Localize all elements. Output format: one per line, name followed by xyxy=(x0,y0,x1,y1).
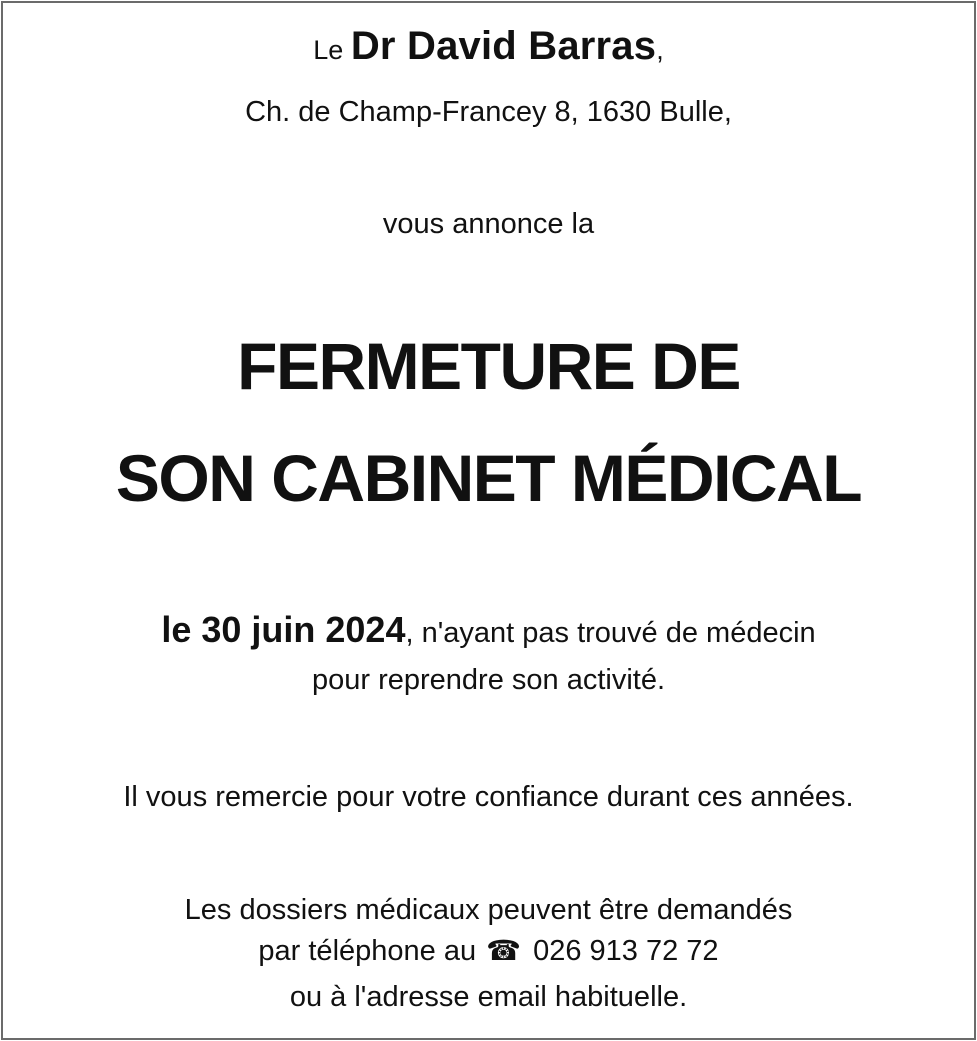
date-line xyxy=(0,606,977,657)
announce-text: vous annonce la xyxy=(382,208,595,240)
doctor-prefix: Le xyxy=(313,35,344,65)
continuation-text: pour reprendre son activité. xyxy=(311,664,666,696)
address: Ch. de Champ-Francey 8, 1630 Bulle, xyxy=(245,96,732,128)
records-email-line: ou à l'adresse email habituelle. xyxy=(289,981,688,1013)
phone-number: 026 913 72 72 xyxy=(533,935,719,967)
records-phone-line xyxy=(0,931,977,971)
doctor-name: Dr David Barras xyxy=(350,24,657,68)
closing-date: le 30 juin 2024 xyxy=(161,609,406,650)
doctor-suffix: , xyxy=(656,35,664,65)
headline-line-1: FERMETURE DE xyxy=(237,329,740,403)
announcement-frame xyxy=(1,1,976,1040)
records-phone-prefix: par téléphone au xyxy=(258,935,477,967)
date-rest: , n'ayant pas trouvé de médecin xyxy=(405,617,816,649)
thanks-text: Il vous remercie pour votre confiance durant ces années. xyxy=(123,781,854,813)
doctor-line xyxy=(0,24,977,72)
records-line-1: Les dossiers médicaux peuvent être demandés xyxy=(184,894,793,926)
telephone-icon: ☎ xyxy=(486,934,522,967)
headline-line-2: SON CABINET MÉDICAL xyxy=(115,441,862,515)
